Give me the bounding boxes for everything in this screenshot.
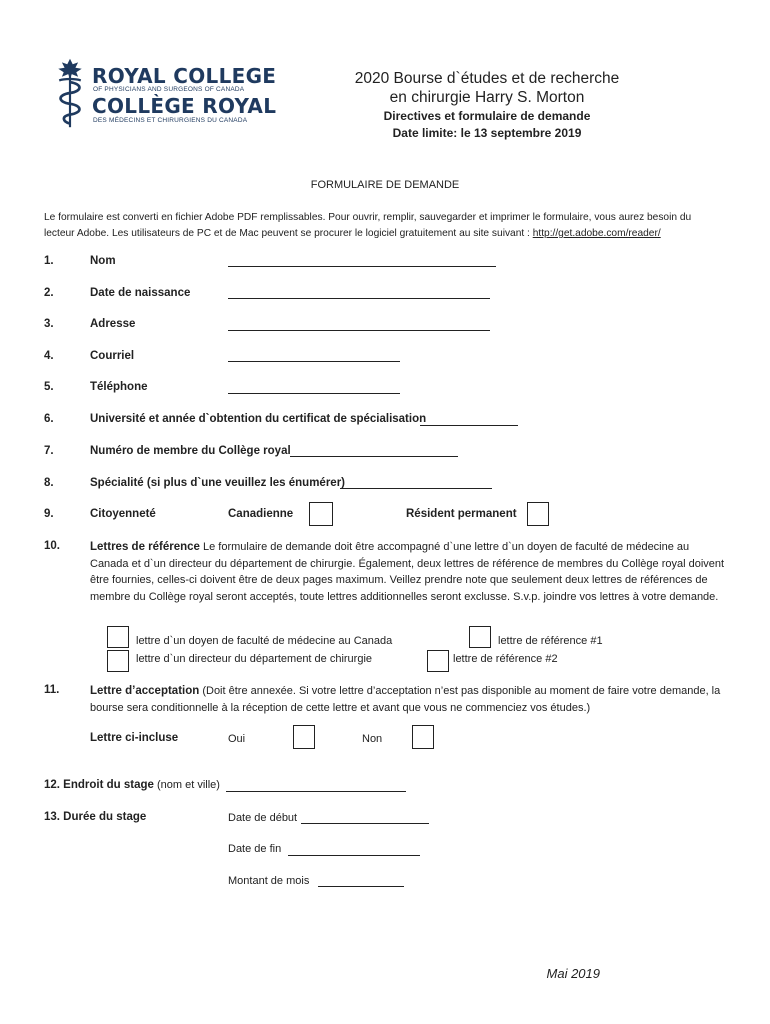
- field-7-number: 7.: [44, 445, 54, 457]
- references-paragraph: [90, 539, 730, 605]
- field-4-number: 4.: [44, 350, 54, 362]
- field-university-label: Université et année d`obtention du certificat de spécialisation: [90, 413, 427, 425]
- start-date-input-line[interactable]: [301, 823, 429, 824]
- logo-line1-sub: OF PHYSICIANS AND SURGEONS OF CANADA: [93, 86, 245, 93]
- logo-line2-sub: DES MÉDECINS ET CHIRURGIENS DU CANADA: [93, 117, 248, 124]
- footer-date: Mai 2019: [546, 966, 600, 981]
- director-letter-checkbox[interactable]: [107, 650, 129, 672]
- field-3-number: 3.: [44, 318, 54, 330]
- subtitle-line1: Directives et formulaire de demande: [383, 109, 591, 123]
- birthdate-input-line[interactable]: [228, 298, 490, 299]
- form-heading: FORMULAIRE DE DEMANDE: [310, 179, 460, 191]
- field-member-number-label: Numéro de membre du Collège royal: [90, 445, 291, 457]
- reference1-checkbox[interactable]: [469, 626, 491, 648]
- location-field: [44, 779, 220, 791]
- field-name-label: Nom: [90, 255, 116, 267]
- end-date-label: Date de fin: [228, 843, 282, 855]
- field-8-number: 8.: [44, 477, 54, 489]
- reference2-label: lettre de référence #2: [453, 653, 558, 665]
- field-9-number: 9.: [44, 508, 54, 520]
- director-letter-label: lettre d`un directeur du département de chirurgie: [136, 653, 373, 665]
- title-line2: en chirurgie Harry S. Morton: [389, 89, 585, 106]
- dean-letter-checkbox[interactable]: [107, 626, 129, 648]
- address-input-line[interactable]: [228, 330, 490, 331]
- field-6-number: 6.: [44, 413, 54, 425]
- intro-paragraph: [44, 210, 724, 242]
- location-hint: (nom et ville): [153, 779, 220, 791]
- field-email-label: Courriel: [90, 350, 135, 362]
- field-specialty-label: Spécialité (si plus d`une veuillez les énumérer): [90, 477, 345, 489]
- letter-included-yes-label: Oui: [228, 733, 246, 745]
- citizenship-resident-label: Résident permanent: [406, 508, 517, 520]
- field-phone-label: Téléphone: [90, 381, 148, 393]
- field-5-number: 5.: [44, 381, 54, 393]
- field-address-label: Adresse: [90, 318, 136, 330]
- field-citizenship-label: Citoyenneté: [90, 508, 156, 520]
- field-10-number: 10.: [44, 540, 60, 552]
- references-label: Lettres de référence: [90, 541, 200, 553]
- reference1-label: lettre de référence #1: [498, 635, 603, 647]
- field-1-number: 1.: [44, 255, 54, 267]
- member-number-input-line[interactable]: [290, 456, 458, 457]
- location-label: 12. Endroit du stage: [44, 779, 154, 791]
- location-input-line[interactable]: [226, 791, 406, 792]
- citizenship-canadian-checkbox[interactable]: [309, 502, 333, 526]
- email-input-line[interactable]: [228, 361, 400, 362]
- field-11-number: 11.: [44, 684, 60, 696]
- letter-included-no-checkbox[interactable]: [412, 725, 434, 749]
- citizenship-canadian-label: Canadienne: [228, 508, 294, 520]
- letter-included-label: Lettre ci-incluse: [90, 732, 179, 744]
- acceptance-paragraph: [90, 683, 730, 716]
- adobe-reader-link[interactable]: http://get.adobe.com/reader/: [532, 228, 661, 239]
- caduceus-logo-icon: [52, 54, 88, 132]
- phone-input-line[interactable]: [228, 393, 400, 394]
- field-birthdate-label: Date de naissance: [90, 287, 191, 299]
- title-line1: 2020 Bourse d`études et de recherche: [354, 70, 620, 87]
- logo-line2: COLLÈGE ROYAL: [92, 94, 277, 118]
- reference2-checkbox[interactable]: [427, 650, 449, 672]
- university-input-line[interactable]: [420, 425, 518, 426]
- citizenship-resident-checkbox[interactable]: [527, 502, 549, 526]
- references-text: Le formulaire de demande doit être accompagné d`une lettre d`un doyen de faculté de médecine au Canada et d`un directeur du département de chirurgie. Également, deux lettres de référence de membres du Collège royal doivent être fournies, celles-ci doivent être de deux pages maximum. Veillez prendre note que seulement deux lettres de références de membre du Collège royal seront acceptés, toute lettres additionnelles seront exclusse. S.v.p. joindre vos lettres à votre demande.: [90, 541, 725, 603]
- dean-letter-label: lettre d`un doyen de faculté de médecine au Canada: [136, 635, 393, 647]
- start-date-label: Date de début: [228, 812, 298, 824]
- specialty-input-line[interactable]: [340, 488, 492, 489]
- end-date-input-line[interactable]: [288, 855, 420, 856]
- months-input-line[interactable]: [318, 886, 404, 887]
- logo-line1: ROYAL COLLEGE: [92, 64, 277, 88]
- acceptance-text: (Doit être annexée. Si votre lettre d’acceptation n’est pas disponible au moment de faire votre demande, la bourse sera conditionnelle à la réception de cette lettre et avant que vous ne commenciez vos études.): [90, 685, 721, 714]
- letter-included-yes-checkbox[interactable]: [293, 725, 315, 749]
- letter-included-no-label: Non: [362, 733, 383, 745]
- intro-text: Le formulaire est converti en fichier Adobe PDF remplissables. Pour ouvrir, remplir, sauvegarder et imprimer le formulaire, vous aurez besoin du lecteur Adobe. Les utilisateurs de PC et de Mac peuvent se procurer le logiciel gratuitement au site suivant :: [44, 212, 692, 239]
- name-input-line[interactable]: [228, 266, 496, 267]
- field-2-number: 2.: [44, 287, 54, 299]
- subtitle-line2: Date limite: le 13 septembre 2019: [392, 126, 582, 140]
- acceptance-label: Lettre d’acceptation: [90, 685, 200, 697]
- months-label: Montant de mois: [228, 875, 310, 887]
- duration-label: 13. Durée du stage: [44, 811, 147, 823]
